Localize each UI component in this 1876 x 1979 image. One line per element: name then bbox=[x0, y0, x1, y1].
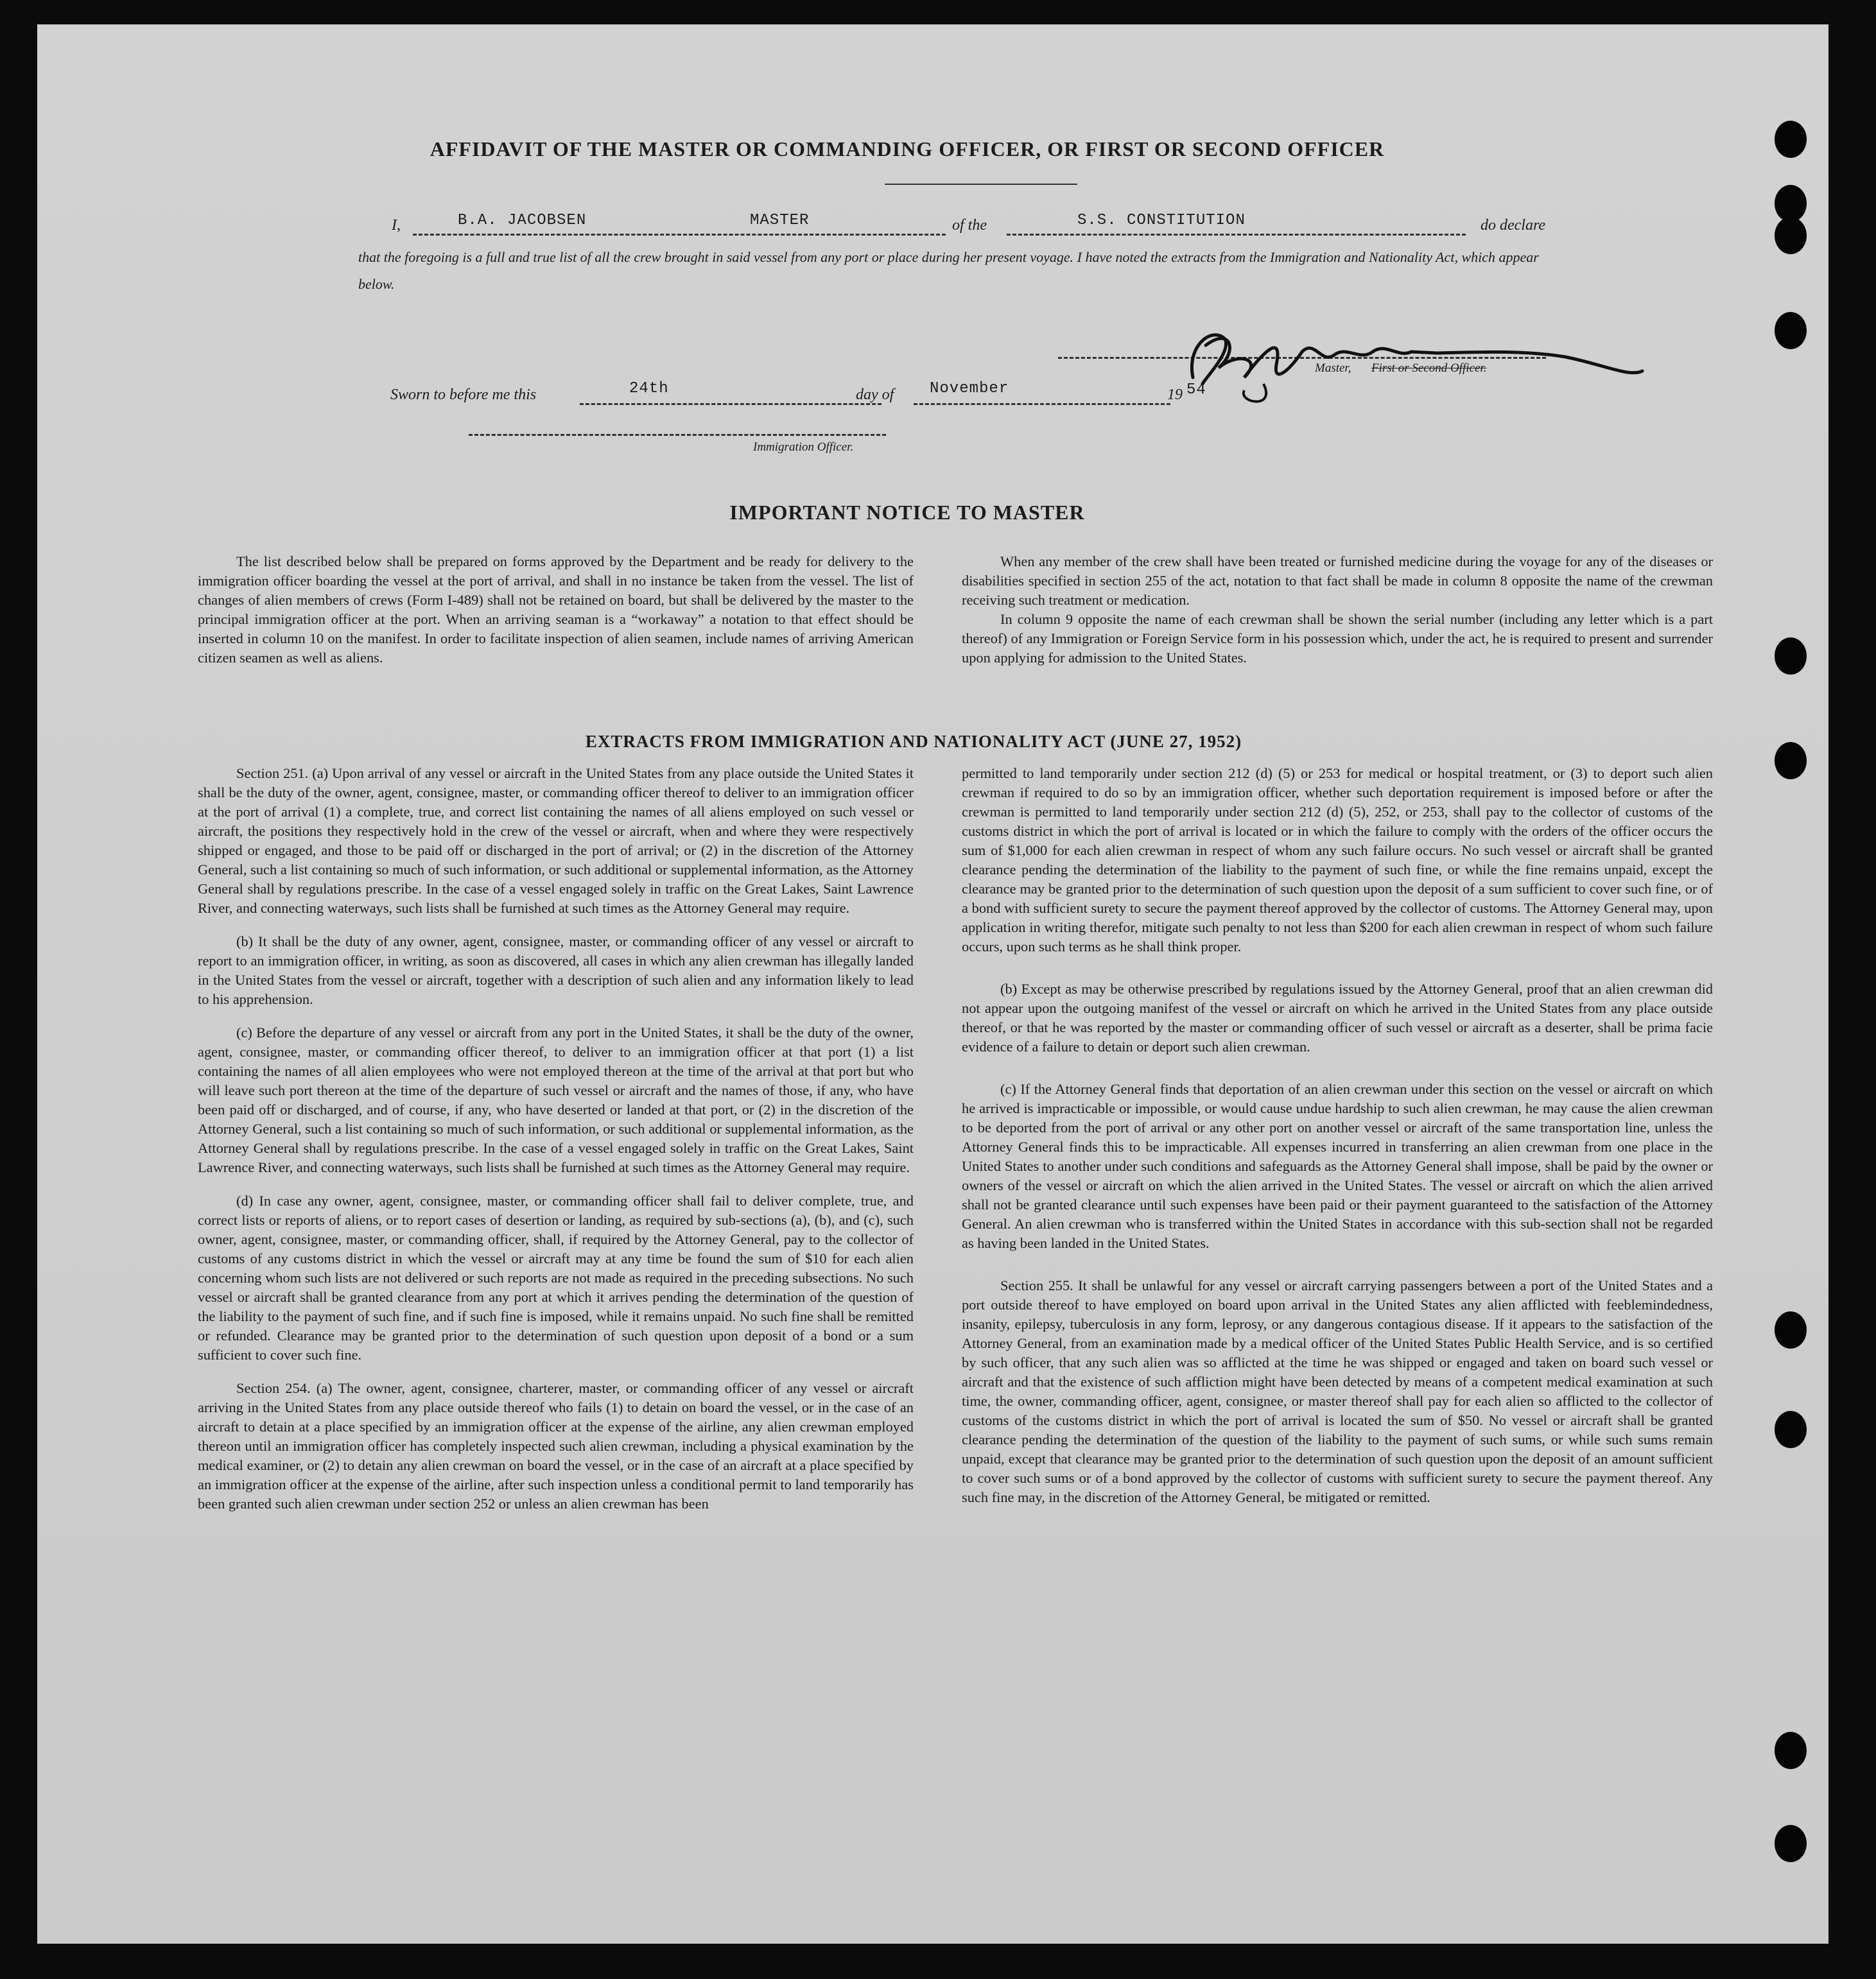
notice-left-column bbox=[198, 552, 914, 682]
struck-officer-label: First or Second Officer. bbox=[1371, 361, 1487, 375]
section-paragraph: (d) In case any owner, agent, consignee, master, or commanding officer shall fail to deliver complete, true, and correct lists or reports of aliens, or to report cases of desertion or landing, as required by sub-sections (a), (b), and (c), such owner, agent, consignee, master, or commanding officer, shall, if required by the Attorney General, pay to the collector of customs of any customs district in which the vessel or aircraft may at any time be found the sum of $10 for each alien concerning whom such lists are not delivered or such reports are not made as required in the preceding subsections. No such vessel or aircraft shall be granted clearance from any port at which it arrives pending the determination of the question of the liability to the payment of such fine, and if such fine is imposed, while it remains unpaid. No such fine shall be remitted or refunded. Clearance may be granted prior to the determination of such question upon deposit of a bond or a sum sufficient to cover such fine. bbox=[198, 1193, 914, 1363]
section-paragraph: (b) Except as may be otherwise prescribed by regulations issued by the Attorney General, proof that an alien crewman did not appear upon the outgoing manifest of the vessel or aircraft on which he arrived in the United States from any place outside thereof, or that he was reported by the master or commanding officer of such vessel or aircraft as a deserter, shall be prima facie evidence of a failure to detain or deport such alien crewman. bbox=[962, 981, 1713, 1055]
notice-paragraph: The list described below shall be prepared on forms approved by the Department and be ready for delivery to the immigration officer boarding the vessel at the port of arrival, and shall in no instance be taken from the vessel. The list of changes of alien members of crews (Form I-489) shall not be retained on board, but shall be delivered by the master to the principal immigration officer at the port. When an arriving seaman is a “workaway” a notation to that effect should be inserted in column 10 on the manifest. In order to facilitate inspection of alien seamen, include names of arriving American citizen seamen as well as aliens. bbox=[198, 553, 914, 666]
section-paragraph: (b) It shall be the duty of any owner, agent, consignee, master, or commanding officer of any vessel or aircraft to report to an immigration officer, in writing, as soon as discovered, all cases in which any alien crewman has illegally landed in the United States from the vessel or aircraft, together with a description of such alien and any information likely to lead to his apprehension. bbox=[198, 933, 914, 1007]
section-paragraph: permitted to land temporarily under section 212 (d) (5) or 253 for medical or hospital treatment, or (3) to deport such alien crewman if required to do so by an immigration officer, whether such deportation requirement is imposed before or after the crewman is permitted to land temporarily under section 212 (d) (5), 252, or 253, shall pay to the collector of customs of the customs district in which the port of arrival is located or in which the failure to comply with the orders of the officer occurs the sum of $1,000 for each alien crewman in respect of whom any such failure occurs. No such vessel or aircraft shall be granted clearance pending the determination of the liability to the payment of such fine, or while the fine remains unpaid, except the clearance may be granted prior to the determination of such question upon the deposit of a sum sufficient to cover such fine, or of a bond with sufficient surety to secure the payment thereof approved by the collector of customs. The Attorney General may, upon application in writing therefor, mitigate such penalty to not less than $200 for each alien crewman in respect of whom such failure occurs, upon such terms as he shall think proper. bbox=[962, 765, 1713, 955]
sworn-day: 24th bbox=[629, 380, 669, 397]
binder-hole bbox=[1775, 217, 1807, 254]
extracts-left-column bbox=[198, 764, 914, 1528]
month-line bbox=[914, 403, 1170, 405]
master-label: Master, bbox=[1315, 361, 1351, 375]
binder-hole bbox=[1775, 1732, 1807, 1769]
extracts-title: EXTRACTS FROM IMMIGRATION AND NATIONALITY ACT (JUNE 27, 1952) bbox=[585, 732, 1242, 751]
section-paragraph: Section 255. It shall be unlawful for any vessel or aircraft carrying passengers between a port of the United States and a port outside thereof to have employed on board upon arrival in the United States any alien afflicted with feeblemindedness, insanity, epilepsy, tuberculosis in any form, leprosy, or any dangerous contagious disease. If it appears to the satisfaction of the Attorney General, from an examination made by a medical officer of the United States Public Health Service, and is so certified by such officer, that any such alien was so afflicted at the time he was shipped or engaged and taken on board such vessel or aircraft and that the existence of such affliction might have been detected by means of a competent medical examination at such time, the owner, commanding officer, agent, consignee, or master thereof shall pay for each alien so afflicted to the collector of customs of the customs district in which the port of arrival is located the sum of $50. No vessel or aircraft shall be granted clearance pending the determination of the question of the liability to the payment of such sums, or while such sums remain unpaid, except that clearance may be granted prior to the determination of such question upon the deposit of an amount sufficient to cover such sums or of a bond approved by the collector of customs with sufficient surety to secure the payment thereof. Any such fine may, in the discretion of the Attorney General, be mitigated or remitted. bbox=[962, 1277, 1713, 1505]
of-the-label: of the bbox=[952, 217, 987, 234]
section-paragraph: (c) If the Attorney General finds that deportation of an alien crewman under this section on the vessel or aircraft on which he arrived is impracticable or impossible, or would cause undue hardship to such alien crewman, he may cause the alien crewman to be deported from the port of arrival or any other port on another vessel or aircraft of the same transportation line, unless the Attorney General finds this to be impracticable. All expenses incurred in transferring an alien crewman from one place in the United States to another under such conditions and safeguards as the Attorney General shall impose, shall be paid by the owner or owners of the vessel or aircraft on which the alien arrived in the United States. The vessel or aircraft on which the alien arrived shall not be granted clearance until such expenses have been paid or their payment guaranteed to the satisfaction of the Attorney General. An alien crewman who is transferred within the United States in accordance with this sub-section shall not be regarded as having been landed in the United States. bbox=[962, 1081, 1713, 1251]
section-paragraph: Section 254. (a) The owner, agent, consignee, charterer, master, or commanding officer of any vessel or aircraft arriving in the United States from any place outside thereof who fails (1) to detain on board the vessel, or in the case of an aircraft to detain at a place specified by an immigration officer at the expense of the airline, any alien crewman employed thereon until an immigration officer has completely inspected such alien crewman, including a physical examination by the medical examiner, or (2) to detain any alien crewman on board the vessel, or in the case of an aircraft at a place specified by an immigration officer at the expense of the airline, after such inspection unless a conditional permit to land temporarily has been granted such alien crewman under section 252 or unless an alien crewman has been bbox=[198, 1380, 914, 1512]
title-underline bbox=[885, 184, 1077, 185]
declaration-text: that the foregoing is a full and true list of all the crew brought in said vessel from any port or place during her present voyage. I have noted the extracts from the Immigration and Nationality Act, which appear below. bbox=[358, 249, 1539, 292]
affidavit-title: AFFIDAVIT OF THE MASTER OR COMMANDING OFFICER, OR FIRST OR SECOND OFFICER bbox=[430, 137, 1385, 160]
immigration-officer-label: Immigration Officer. bbox=[753, 440, 854, 454]
binder-hole bbox=[1775, 312, 1807, 349]
day-line bbox=[580, 403, 882, 405]
notice-paragraph: In column 9 opposite the name of each crewman shall be shown the serial number (including any letter which is a part thereof) of any Immigration or Foreign Service form in his possession which, under the act, he is required to present and surrender upon applying for admission to the United States. bbox=[962, 611, 1713, 666]
notice-paragraph: When any member of the crew shall have been treated or furnished medicine during the voyage for any of the diseases or disabilities specified in section 255 of the act, notation to that fact shall be made in column 8 opposite the name of the crewman receiving such treatment or medication. bbox=[962, 553, 1713, 608]
section-paragraph: (c) Before the departure of any vessel or aircraft from any port in the United States, it shall be the duty of the owner, agent, consignee, master, or commanding officer thereof, to deliver to an immigration officer at that port (1) a list containing the names of all alien employees who were not employed thereon at the time of the arrival at that port but who will leave such port thereon at the time of the departure of such vessel or aircraft and the names of those, if any, who have been paid off or discharged, and of course, if any, who have deserted or landed at that port, or (2) in the discretion of the Attorney General, such a list containing so much of such information, or such additional or supplemental information, as the Attorney General shall by regulations prescribe. In the case of a vessel engaged solely in traffic on the Great Lakes, Saint Lawrence River, and connecting waterways, such lists shall be furnished at such times as the Attorney General may require. bbox=[198, 1024, 914, 1175]
master-name: B.A. JACOBSEN bbox=[458, 212, 587, 229]
notice-title: IMPORTANT NOTICE TO MASTER bbox=[729, 501, 1085, 524]
section-paragraph: Section 251. (a) Upon arrival of any vessel or aircraft in the United States from any place outside the United States it shall be the duty of the owner, agent, consignee, master, or commanding officer thereof to deliver to an immigration officer at the port of arrival (1) a complete, true, and correct list containing the names of all aliens employed on such vessel or aircraft, the positions they respectively hold in the crew of the vessel or aircraft, when and where they were respectively shipped or engaged, and those to be paid off or discharged in the port of arrival; or (2) in the discretion of the Attorney General, such a list containing so much of such information, or such additional or supplemental information, as the Attorney General shall by regulations prescribe. In the case of a vessel engaged solely in traffic on the Great Lakes, Saint Lawrence River, and connecting waterways, such lists shall be furnished at such times as the Attorney General may require. bbox=[198, 765, 914, 916]
binder-hole bbox=[1775, 1411, 1807, 1448]
rank: MASTER bbox=[750, 212, 810, 229]
immigration-officer-line bbox=[469, 434, 886, 436]
vessel-line bbox=[1007, 234, 1466, 236]
year-suffix: 54 bbox=[1186, 381, 1206, 399]
binder-hole bbox=[1775, 1311, 1807, 1349]
i-label: I, bbox=[392, 217, 401, 234]
sworn-label: Sworn to before me this bbox=[390, 386, 537, 403]
sworn-month: November bbox=[930, 380, 1009, 397]
document-page bbox=[37, 24, 1828, 1944]
name-rank-line bbox=[413, 234, 946, 236]
day-of-label: day of bbox=[856, 386, 894, 403]
extracts-right-column bbox=[962, 764, 1713, 1521]
notice-right-column bbox=[962, 552, 1713, 682]
binder-hole bbox=[1775, 637, 1807, 675]
do-declare-label: do declare bbox=[1481, 217, 1546, 234]
year-prefix: 19 bbox=[1167, 386, 1183, 403]
vessel-name: S.S. CONSTITUTION bbox=[1077, 212, 1246, 229]
binder-hole bbox=[1775, 1825, 1807, 1862]
